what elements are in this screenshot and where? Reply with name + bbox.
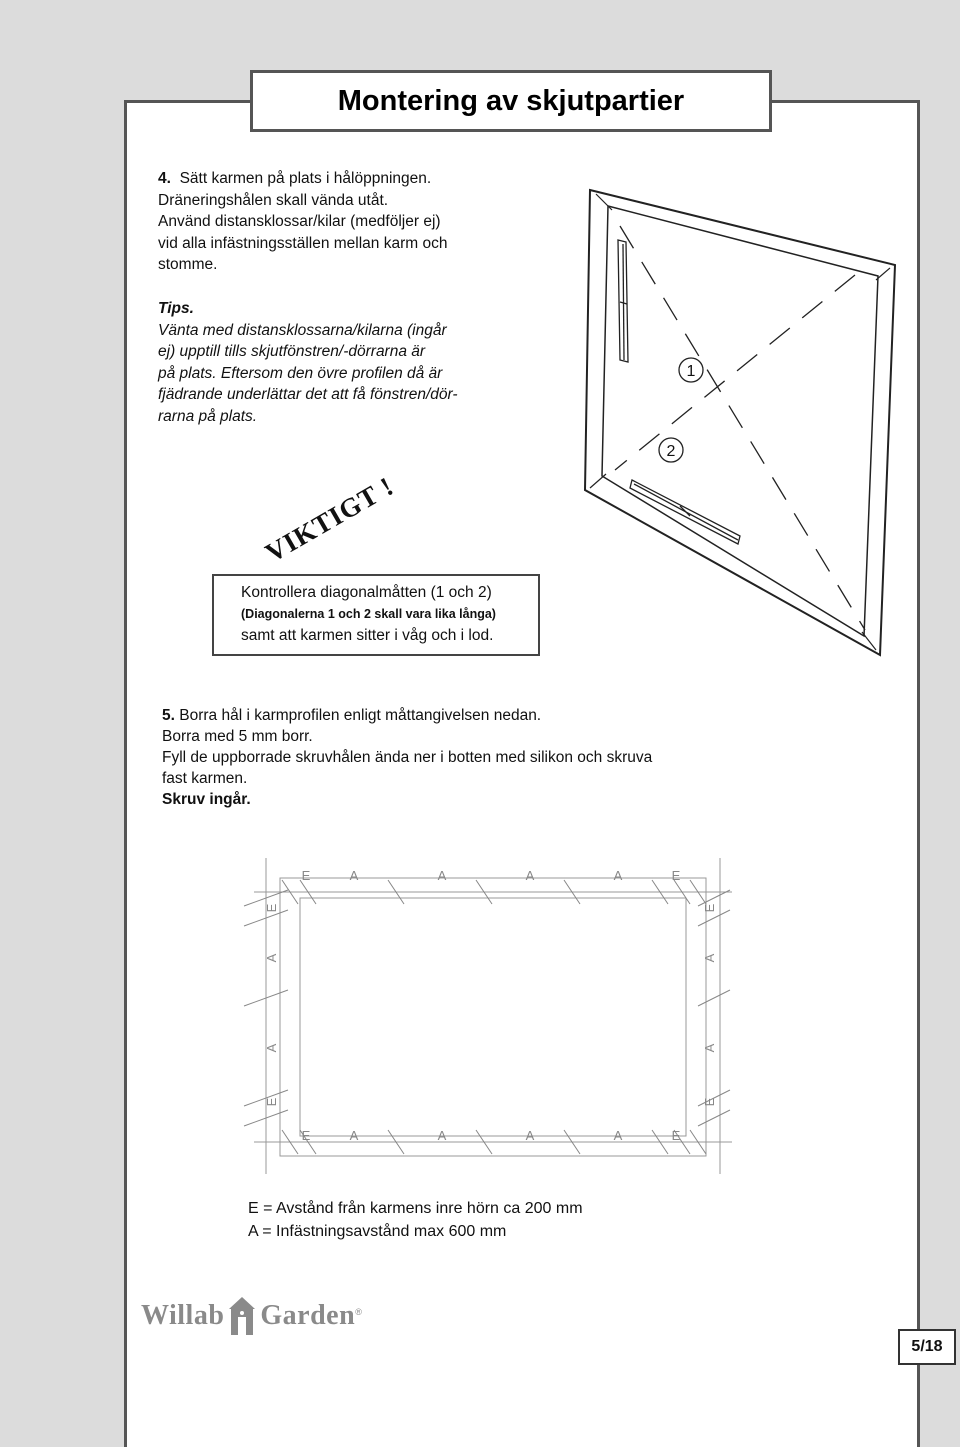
- step4-line: vid alla infästningsställen mellan karm och: [158, 234, 448, 252]
- title-box: [250, 70, 772, 132]
- tips-line: Vänta med distansklossarna/kilarna (ingår: [158, 321, 447, 339]
- bottom-a-label: A: [349, 1128, 359, 1143]
- step4-line: Dräneringshålen skall vända utåt.: [158, 191, 389, 209]
- step5-line: Borra med 5 mm borr.: [162, 728, 313, 745]
- tips-line: fjädrande underlättar det att få fönstren/dör-: [158, 386, 458, 403]
- top-a-label: A: [437, 868, 447, 883]
- tips-line: ej) upptill tills skjutfönstren/-dörrarna är: [158, 343, 426, 360]
- bottom-e-label: E: [301, 1128, 311, 1143]
- step5-text: [162, 705, 722, 810]
- tips-text: [158, 298, 498, 427]
- right-a-label: A: [702, 1043, 717, 1053]
- step4-line: Använd distansklossar/kilar (medföljer ej): [158, 213, 441, 230]
- diagonal-2: [615, 275, 855, 470]
- right-e-label: E: [702, 1097, 717, 1107]
- step4-line: stomme.: [158, 256, 218, 273]
- page-number: 5/18: [898, 1329, 956, 1365]
- check-line-1: Kontrollera diagonalmåtten (1 och 2): [241, 584, 492, 601]
- top-e-label: E: [301, 868, 311, 883]
- left-a-label: A: [264, 953, 279, 963]
- top-e-label: E: [671, 868, 681, 883]
- right-tick: [698, 990, 730, 1006]
- diagonal-1-marker: [679, 358, 703, 382]
- diagonal-check-box: [212, 574, 540, 656]
- tips-title: Tips.: [158, 300, 194, 317]
- step4-line: Sätt karmen på plats i hålöppningen.: [179, 170, 432, 187]
- step4-number: 4.: [158, 170, 171, 187]
- left-e-label: E: [264, 1097, 279, 1107]
- diagonal-2-marker: [659, 438, 683, 462]
- step5-note: Skruv ingår.: [162, 791, 251, 808]
- diagonal-1-label: 1: [686, 363, 696, 380]
- legend: [248, 1197, 583, 1243]
- right-tick: [698, 1110, 730, 1126]
- left-track-icon: [618, 240, 628, 362]
- left-a-label: A: [264, 1043, 279, 1053]
- right-e-label: E: [702, 903, 717, 913]
- step5-line: fast karmen.: [162, 770, 248, 787]
- page-title: Montering av skjutpartier: [337, 84, 685, 117]
- logo-left-text: Willab: [141, 1300, 225, 1331]
- step4-text: [158, 168, 518, 276]
- logo-registered: ®: [355, 1307, 362, 1317]
- top-a-label: A: [525, 868, 535, 883]
- legend-a: A = Infästningsavstånd max 600 mm: [248, 1223, 507, 1240]
- right-a-label: A: [702, 953, 717, 963]
- check-line-3: samt att karmen sitter i våg och i lod.: [241, 627, 494, 644]
- legend-e: E = Avstånd från karmens inre hörn ca 200 mm: [248, 1200, 583, 1217]
- left-e-label: E: [264, 903, 279, 913]
- bottom-a-label: A: [525, 1128, 535, 1143]
- house-logo-icon: [227, 1295, 257, 1337]
- bottom-a-label: A: [437, 1128, 447, 1143]
- check-line-2: (Diagonalerna 1 och 2 skall vara lika långa): [241, 607, 496, 621]
- frame-inner-rect: [300, 898, 686, 1136]
- bottom-a-label: A: [613, 1128, 623, 1143]
- top-a-label: A: [613, 868, 623, 883]
- diagonal-1: [620, 226, 865, 630]
- window-frame-illustration: [560, 180, 900, 660]
- top-a-label: A: [349, 868, 359, 883]
- tips-line: på plats. Eftersom den övre profilen då är: [158, 364, 443, 382]
- bottom-track-icon: [630, 480, 740, 544]
- willab-garden-logo: [141, 1293, 362, 1339]
- fastening-diagram: [236, 846, 736, 1178]
- frame-inner: [602, 206, 878, 636]
- tips-line: rarna på plats.: [158, 407, 258, 425]
- bottom-e-label: E: [671, 1128, 681, 1143]
- step5-line: Borra hål i karmprofilen enligt måttangivelsen nedan.: [179, 707, 542, 724]
- step5-number: 5.: [162, 707, 175, 724]
- frame-outer-rect: [280, 878, 706, 1156]
- diagonal-2-label: 2: [666, 443, 676, 460]
- frame-outer: [585, 190, 895, 655]
- step5-line: Fyll de uppborrade skruvhålen ända ner i botten med silikon och skruva: [162, 749, 653, 766]
- viktigt-stamp: VIKTIGT !: [260, 470, 399, 569]
- logo-right-text: Garden: [260, 1300, 356, 1331]
